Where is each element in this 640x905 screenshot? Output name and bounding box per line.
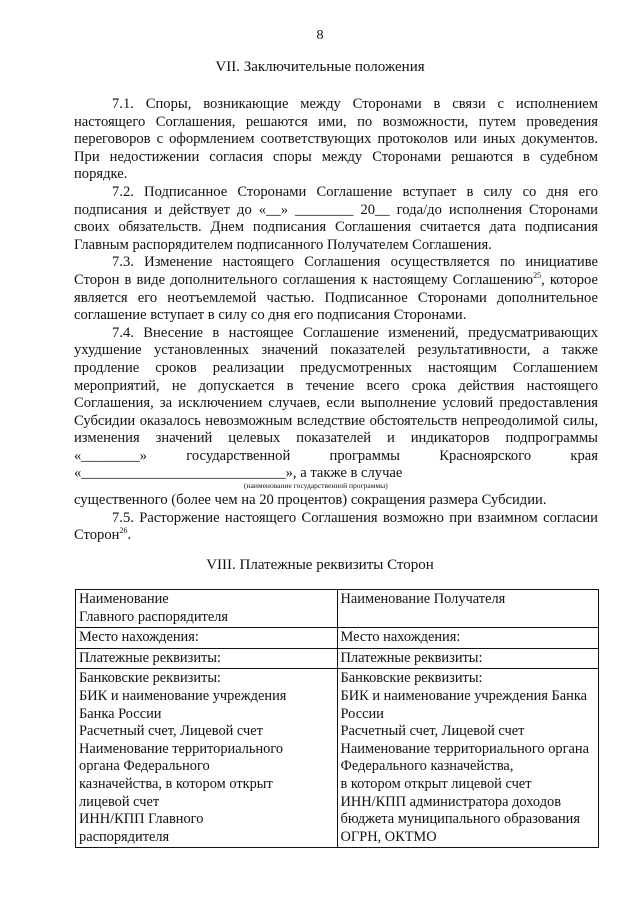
cell-line: Платежные реквизиты:	[340, 649, 483, 666]
section-8-heading: VIII. Платежные реквизиты Сторон	[206, 557, 434, 573]
paragraph-7-2: 7.2. Подписанное Сторонами Соглашение вступает в силу со дня его подписания и действует до «__» ________ 20__ года/до исполнения Сторонами своих обязательств. Днем подписания Соглашения считается дата подписания Главным распорядителем подписанного Получателем Соглашения.	[74, 183, 598, 253]
table-row	[76, 648, 599, 669]
footnote-ref-25: 25	[533, 270, 542, 280]
paragraph-7-4-text-a: 7.4. Внесение в настоящее Соглашение изменений, предусматривающих ухудшение установленных значений показателей результативности, а также продление сроков реализации предусмотренных настоящим Соглашением мероприятий, не допускается в течение всего срока действия настоящего Соглашения, за исключением случаев, если выполнение условий предоставления Субсидии оказалось невозможным вследствие обстоятельств непреодолимой силы, изменения значений целевых показателей и индикаторов подпрограммы «________» государственной программы Красноярского края «____________________________», а также в случае	[74, 324, 598, 482]
cell-line: Наименование территориального	[79, 740, 284, 757]
cell-line: Банковские реквизиты:	[79, 670, 221, 687]
cell-line: БИК и наименование учреждения	[79, 687, 287, 704]
recipient-cell	[337, 669, 599, 848]
table-row	[76, 628, 599, 649]
footnote-ref-26: 26	[119, 526, 128, 536]
table-row	[76, 590, 599, 628]
recipient-cell	[337, 590, 599, 628]
program-name-caption: (наименование государственной программы)	[244, 481, 388, 491]
paragraph-7-3	[74, 254, 598, 324]
paragraph-7-3-text-b: , которое является его неотъемлемой частью. Подписанное Сторонами дополнительное соглашение вступает в силу со дня его подписания Сторонами.	[74, 271, 599, 324]
cell-line: Федерального казначейства,	[340, 758, 514, 775]
cell-line: лицевой счет	[79, 793, 160, 810]
cell-line: Место нахождения:	[340, 629, 461, 646]
page-number: 8	[316, 28, 324, 43]
cell-line: России	[340, 705, 384, 722]
cell-line: Главного распорядителя	[79, 608, 229, 625]
cell-line: Наименование территориального органа	[340, 740, 589, 757]
paragraph-7-5	[74, 510, 598, 545]
grantor-cell	[76, 628, 338, 649]
cell-line: казначейства, в котором открыт	[79, 775, 273, 792]
cell-line: Платежные реквизиты:	[79, 649, 221, 666]
cell-line: ИНН/КПП Главного	[79, 811, 204, 828]
paragraph-7-5-text-b: .	[127, 527, 132, 544]
paragraph-7-5-text-a: 7.5. Расторжение настоящего Соглашения возможно при взаимном согласии Сторон	[74, 509, 598, 544]
payment-requisites-table	[75, 589, 599, 848]
cell-line: БИК и наименование учреждения Банка	[340, 687, 588, 704]
cell-line: Банка России	[79, 705, 162, 722]
grantor-cell	[76, 669, 338, 848]
paragraph-7-1: 7.1. Споры, возникающие между Сторонами в связи с исполнением настоящего Соглашения, решаются ими, по возможности, путем проведения переговоров с оформлением соответствующих протоколов или иных документов. При недостижении согласия споры между Сторонами решаются в судебном порядке.	[74, 96, 598, 183]
section-7-body	[74, 96, 598, 545]
cell-line: органа Федерального	[79, 758, 210, 775]
recipient-cell	[337, 628, 599, 649]
cell-line: Расчетный счет, Лицевой счет	[340, 723, 525, 740]
cell-line: бюджета муниципального образования	[340, 811, 580, 828]
paragraph-7-4-continued: существенного (более чем на 20 процентов) сокращения размера Субсидии.	[74, 492, 547, 509]
cell-line: ОГРН, ОКТМО	[340, 828, 437, 845]
cell-line: Место нахождения:	[79, 629, 199, 646]
cell-line: ИНН/КПП администратора доходов	[340, 793, 562, 810]
cell-line: в котором открыт лицевой счет	[340, 775, 532, 792]
recipient-cell	[337, 648, 599, 669]
grantor-cell	[76, 590, 338, 628]
cell-line: Наименование Получателя	[340, 591, 506, 607]
cell-line: Наименование	[79, 591, 169, 607]
grantor-cell	[76, 648, 338, 669]
cell-line: Банковские реквизиты:	[340, 670, 483, 687]
cell-line: Расчетный счет, Лицевой счет	[79, 723, 263, 740]
paragraph-7-3-text-a: 7.3. Изменение настоящего Соглашения осуществляется по инициативе Сторон в виде дополнительного соглашения к настоящему Соглашению	[74, 254, 598, 288]
cell-line: распорядителя	[79, 828, 170, 845]
section-7-heading: VII. Заключительные положения	[215, 59, 425, 75]
paragraph-7-4	[74, 325, 598, 483]
table-row	[76, 669, 599, 848]
